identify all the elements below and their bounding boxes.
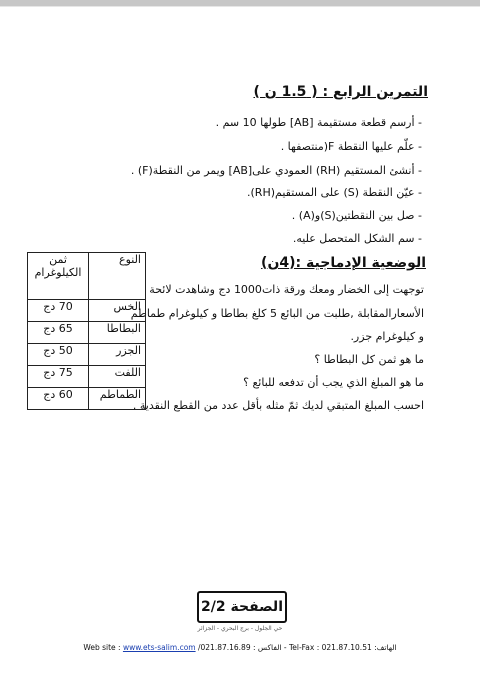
footer-address: حي الجلول - برج البحري - الجزائر	[197, 625, 283, 632]
row-type: اللفت	[89, 366, 146, 388]
row-type: الجزر	[89, 344, 146, 366]
exercise4-line-6: - سم الشكل المتحصل عليه.	[292, 232, 422, 245]
row-price: 60 دج	[28, 388, 89, 410]
row-price: 65 دج	[28, 322, 89, 344]
situation-title: الوضعية الإدماجية :(4ن)	[261, 255, 426, 271]
situation-line-2: الأسعارالمقابلة ,طلبت من البائع 5 كلغ بطاطا و كيلوغرام طماطم	[130, 307, 424, 320]
table-row	[28, 366, 146, 388]
row-price: 75 دج	[28, 366, 89, 388]
page-number-box: الصفحة 2/2	[197, 591, 287, 623]
website-link[interactable]: www.ets-salim.com	[122, 643, 196, 652]
top-divider	[0, 6, 480, 7]
row-price: 50 دج	[28, 344, 89, 366]
table-row	[28, 344, 146, 366]
exercise4-line-1: - أرسم قطعة مستقيمة [AB] طولها 10 سم .	[215, 116, 422, 129]
exercise4-title: التمرين الرابع : ( 1.5 ن )	[253, 84, 428, 100]
situation-line-3: و كيلوغرام جزر.	[350, 330, 424, 343]
price-table-header-row	[28, 253, 146, 300]
phone-fax: /021.87.16.89 : الفاكس - Tel-Fax : 021.87.10.51 :الهاتف	[195, 643, 397, 652]
footer-contact	[0, 643, 480, 652]
header-type: النوع	[89, 253, 146, 300]
table-row	[28, 300, 146, 322]
row-price: 70 دج	[28, 300, 89, 322]
header-price-per-kg: ثمن الكيلوغرام	[28, 253, 89, 300]
situation-question-2: ما هو المبلغ الذي يجب أن تدفعه للبائع ؟	[243, 376, 424, 389]
exercise4-line-2: - علّم عليها النقطة F(منتصفها .	[280, 140, 422, 153]
row-type: الخس	[89, 300, 146, 322]
table-row	[28, 388, 146, 410]
price-table	[27, 252, 146, 410]
exercise4-line-4: - عيّن النقطة (S) على المستقيم(RH).	[247, 186, 422, 199]
exercise4-line-3: - أنشئ المستقيم (RH) العمودي على[AB] ويمر من النقطة(F) .	[130, 164, 422, 177]
exercise4-line-5: - صل بين النقطتين(S)و(A) .	[291, 209, 422, 222]
situation-question-3: احسب المبلغ المتبقي لديك ثمّ مثله بأقل عدد من القطع النقدية .	[132, 399, 424, 412]
row-type: الطماطم	[89, 388, 146, 410]
situation-question-1: ما هو ثمن كل البطاطا ؟	[314, 353, 424, 366]
situation-line-1: توجهت إلى الخضار ومعك ورقة ذات1000 دج وشاهدت لائحة	[149, 283, 424, 296]
table-row	[28, 322, 146, 344]
website-prefix: Web site :	[83, 643, 123, 652]
row-type: البطاطا	[89, 322, 146, 344]
